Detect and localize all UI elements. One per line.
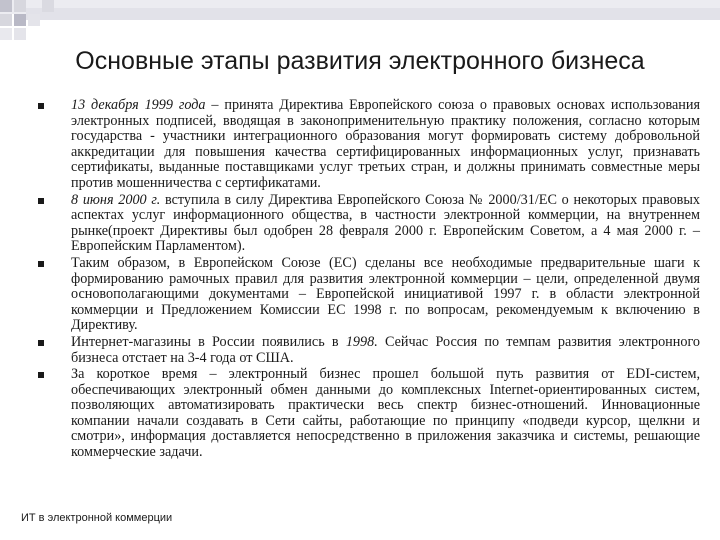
bullet-date: 13 декабря 1999 года: [71, 97, 206, 113]
slide-footer: ИТ в электронной коммерции: [21, 512, 173, 524]
slide-title: Основные этапы развития электронного бизнеса: [75, 47, 645, 75]
bullet-item: [38, 335, 700, 366]
bullet-text: За короткое время – электронный бизнес прошел большой путь развития от EDI-систем, обеспечивающих электронный обмен данными до комплексных Internet-ориентированных систем, позволяющих автоматизировать практически весь спектр бизнес-отношений. Инновационные компании начали создавать в Сети сайты, работающие по принципу «подведи курсор, щелкни и смотри», информация доставляется непосредственно в приложения заказчика и системы, решающие коммерческие задачи.: [71, 366, 700, 461]
bullet-text: – принята Директива Европейского союза о правовых основах использования электронных подписей, вводящая в законоприменительную практику положения, согласно которым государства - участники интеграционного образования могут формировать систему добровольной аккредитации для повышения качества сертифицированных информационных услуг, признавать сертификаты, выданные поставщиками услуг третьих стран, и должны принимать совместные меры против мошенничества с сертификатами.: [71, 97, 700, 191]
bullet-text: вступила в силу Директива Европейского Союза № 2000/31/ЕС о некоторых правовых аспектах услуг информационного общества, в частности электронной коммерции, на внутреннем рынке(проект Директивы был одобрен 28 февраля 2000 г. Европейским Советом, а 4 мая 2000 г. – Европейским Парламентом).: [71, 191, 700, 255]
square-bullet-icon: [38, 372, 44, 378]
bullet-item: [38, 367, 700, 461]
bullet-text: Сейчас Россия по темпам развития электронного бизнеса отстает на 3-4 года от США.: [71, 333, 700, 366]
square-bullet-icon: [38, 261, 44, 267]
bullet-item: [38, 256, 700, 334]
bullet-text-before: Интернет-магазины в России появились в: [71, 333, 346, 350]
square-bullet-icon: [38, 103, 44, 109]
bullet-item: [38, 193, 700, 255]
header-decoration: [0, 0, 720, 44]
bullet-year: 1998.: [345, 333, 378, 350]
bullet-date: 8 июня 2000 г.: [71, 191, 161, 208]
square-bullet-icon: [38, 198, 44, 204]
square-bullet-icon: [38, 340, 44, 346]
bullet-text: Таким образом, в Европейском Союзе (ЕС) сделаны все необходимые предварительные шаги к формированию рамочных правил для развития электронной коммерции – цели, определенной двумя основополагающими документами – Европейской инициативой 1997 г. в области электронной коммерции и Предложением Комиссии ЕС 1998 г. по вопросам, рекомендуемым к включению в Директиву.: [71, 254, 700, 334]
bullet-list: [38, 98, 700, 462]
bullet-item: [38, 98, 700, 192]
